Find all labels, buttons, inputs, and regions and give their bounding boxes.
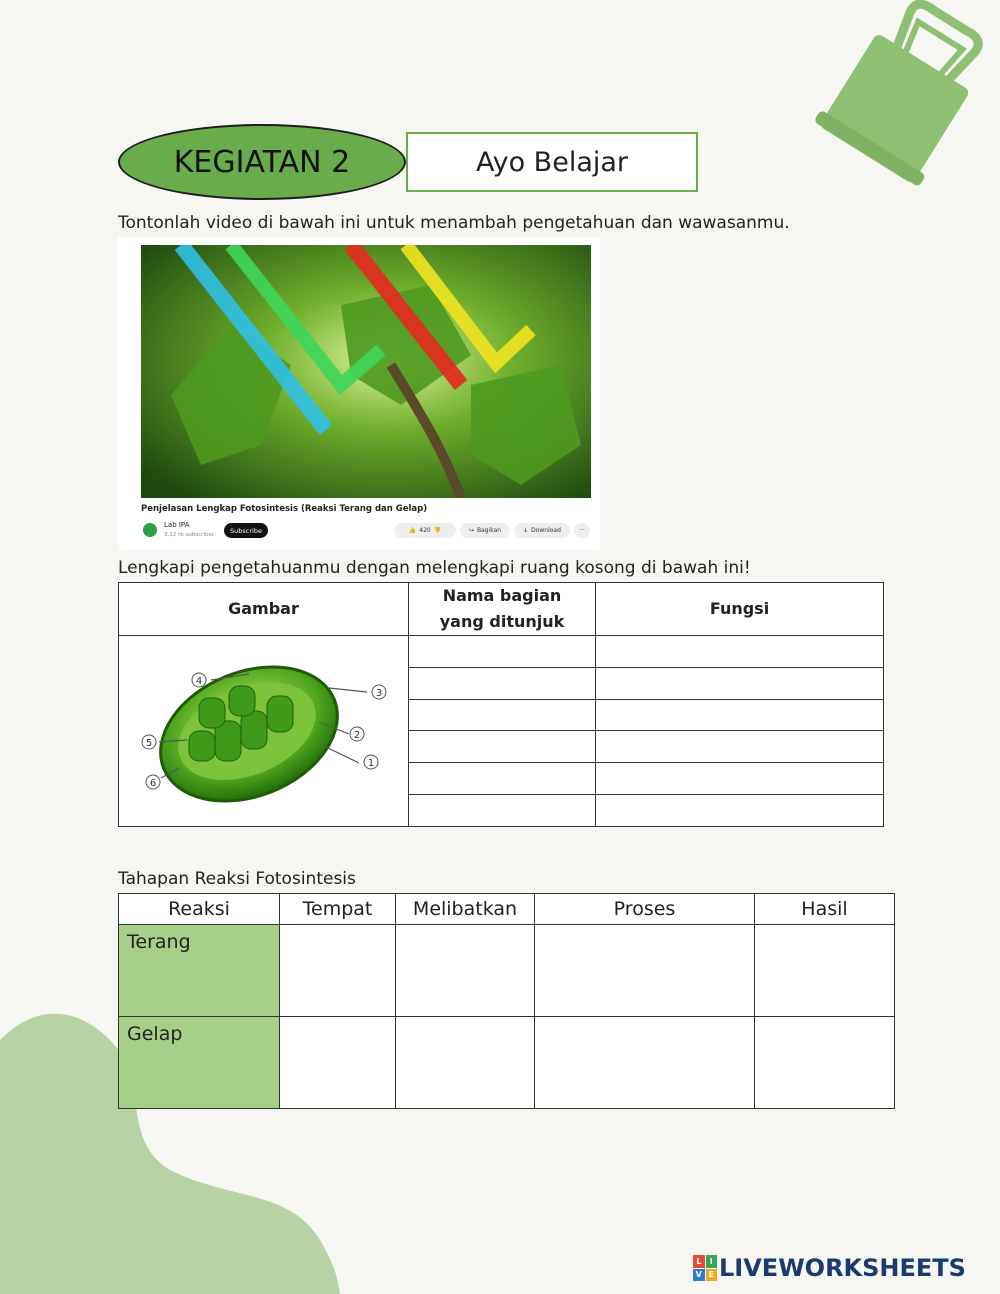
thumbs-up-icon: 👍 <box>408 527 417 534</box>
col-header-nama-line1: Nama bagian <box>442 586 562 605</box>
gelap-hasil-input[interactable] <box>755 1017 895 1109</box>
diagram-label: 6 <box>149 778 157 789</box>
col-header-tempat: Tempat <box>280 894 396 925</box>
chloroplast-diagram <box>119 636 408 822</box>
liveworksheets-wordmark: LIVEWORKSHEETS <box>719 1254 966 1282</box>
col-header-proses: Proses <box>535 894 755 925</box>
table-row <box>119 925 895 1017</box>
table-row <box>119 636 884 668</box>
row-label-gelap: Gelap <box>119 1017 280 1109</box>
row-label-terang: Terang <box>119 925 280 1017</box>
liveworksheets-badge-icon <box>693 1255 717 1281</box>
col-header-reaksi: Reaksi <box>119 894 280 925</box>
gelap-proses-input[interactable] <box>535 1017 755 1109</box>
video-embed[interactable] <box>118 237 600 550</box>
video-thumbnail[interactable] <box>141 245 591 498</box>
col-header-nama-line2: yang ditunjuk <box>439 612 565 631</box>
share-label: Bagikan <box>476 527 502 534</box>
section-title: Ayo Belajar <box>475 146 629 178</box>
more-options-button[interactable]: ··· <box>574 523 590 538</box>
function-input-3[interactable] <box>596 699 884 731</box>
col-header-fungsi: Fungsi <box>596 583 884 636</box>
name-input-6[interactable] <box>409 795 596 827</box>
function-input-6[interactable] <box>596 795 884 827</box>
liveworksheets-logo[interactable] <box>693 1254 966 1282</box>
diagram-label: 1 <box>367 758 375 769</box>
col-header-gambar: Gambar <box>119 583 409 636</box>
terang-melibatkan-input[interactable] <box>396 925 535 1017</box>
subscribe-button[interactable]: Subscribe <box>224 523 268 538</box>
download-icon: ↓ <box>523 527 529 534</box>
section-title-box <box>406 132 698 192</box>
table-instruction: Lengkapi pengetahuanmu dengan melengkapi ruang kosong di bawah ini! <box>118 558 751 578</box>
function-input-5[interactable] <box>596 763 884 795</box>
download-label: Download <box>531 527 561 534</box>
terang-tempat-input[interactable] <box>280 925 396 1017</box>
table-header-row <box>119 894 895 925</box>
terang-proses-input[interactable] <box>535 925 755 1017</box>
diagram-label: 5 <box>145 738 153 749</box>
name-input-3[interactable] <box>409 699 596 731</box>
activity-badge <box>118 124 406 200</box>
badge-letter: L <box>693 1255 705 1268</box>
chloroplast-parts-table <box>118 582 884 827</box>
video-title[interactable]: Penjelasan Lengkap Fotosintesis (Reaksi Terang dan Gelap) <box>141 504 428 514</box>
subscriber-count: 3,12 rb subscriber <box>164 532 215 538</box>
diagram-label: 3 <box>375 688 383 699</box>
function-input-4[interactable] <box>596 731 884 763</box>
name-input-4[interactable] <box>409 731 596 763</box>
like-button[interactable] <box>394 523 456 538</box>
chloroplast-image-cell <box>119 636 409 827</box>
name-input-1[interactable] <box>409 636 596 668</box>
name-input-2[interactable] <box>409 667 596 699</box>
name-input-5[interactable] <box>409 763 596 795</box>
terang-hasil-input[interactable] <box>755 925 895 1017</box>
share-button[interactable] <box>460 523 510 538</box>
function-input-1[interactable] <box>596 636 884 668</box>
col-header-nama <box>409 583 596 636</box>
badge-letter: E <box>706 1269 718 1282</box>
like-count: 420 <box>419 527 431 534</box>
col-header-melibatkan: Melibatkan <box>396 894 535 925</box>
col-header-hasil: Hasil <box>755 894 895 925</box>
share-icon: ↪ <box>468 527 474 534</box>
video-instruction: Tontonlah video di bawah ini untuk menambah pengetahuan dan wawasanmu. <box>118 213 790 233</box>
reaction-table-title: Tahapan Reaksi Fotosintesis <box>118 869 356 889</box>
gelap-tempat-input[interactable] <box>280 1017 396 1109</box>
gelap-melibatkan-input[interactable] <box>396 1017 535 1109</box>
binder-clip-icon <box>800 0 1000 200</box>
function-input-2[interactable] <box>596 667 884 699</box>
diagram-label: 4 <box>195 676 203 687</box>
table-header-row <box>119 583 884 636</box>
diagram-label: 2 <box>353 730 361 741</box>
activity-label: KEGIATAN 2 <box>173 144 351 180</box>
table-row <box>119 1017 895 1109</box>
photosynthesis-stages-table <box>118 893 895 1109</box>
channel-avatar[interactable] <box>143 523 157 537</box>
channel-name[interactable]: Lab IPA <box>164 521 190 529</box>
download-button[interactable] <box>514 523 570 538</box>
badge-letter: I <box>706 1255 718 1268</box>
badge-letter: V <box>693 1269 705 1282</box>
thumbs-down-icon[interactable]: 👎 <box>433 527 442 534</box>
